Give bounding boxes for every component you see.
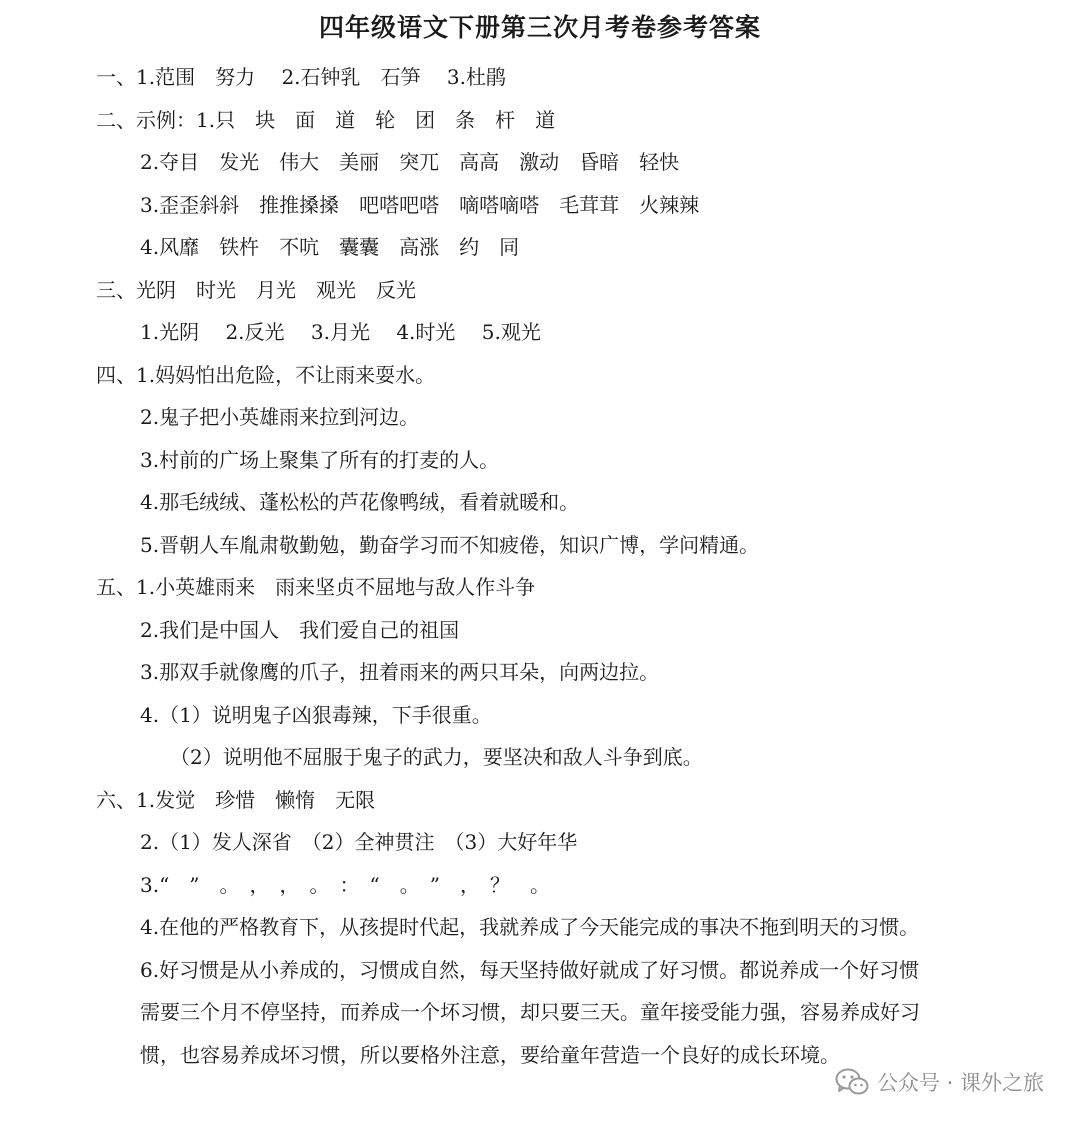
answer-line-14: 2.我们是中国人 我们爱自己的祖国 — [140, 618, 460, 642]
watermark-text: 公众号 · 课外之旅 — [876, 1071, 1044, 1095]
answer-line-3: 2.夺目 发光 伟大 美丽 突兀 高高 激动 昏暗 轻快 — [140, 150, 680, 174]
answer-line-7: 1.光阴 2.反光 3.月光 4.时光 5.观光 — [140, 320, 541, 344]
answer-line-1: 一、1.范围 努力 2.石钟乳 石笋 3.杜鹃 — [96, 65, 506, 89]
answer-line-8: 四、1.妈妈怕出危险，不让雨来耍水。 — [96, 363, 436, 387]
watermark — [835, 1064, 1044, 1100]
answer-line-23: 需要三个月不停坚持，而养成一个坏习惯，却只要三天。童年接受能力强，容易养成好习 — [140, 1000, 920, 1024]
answer-line-15: 3.那双手就像鹰的爪子，扭着雨来的两只耳朵，向两边拉。 — [140, 660, 660, 684]
answer-line-12: 5.晋朝人车胤肃敬勤勉，勤奋学习而不知疲倦，知识广博，学问精通。 — [140, 533, 760, 557]
answer-line-16: 4.（1）说明鬼子凶狠毒辣，下手很重。 — [140, 703, 492, 727]
answer-line-4: 3.歪歪斜斜 推推搡搡 吧嗒吧嗒 嘀嗒嘀嗒 毛茸茸 火辣辣 — [140, 193, 700, 217]
answer-line-18: 六、1.发觉 珍惜 懒惰 无限 — [96, 788, 376, 812]
answer-line-2: 二、示例：1.只 块 面 道 轮 团 条 杆 道 — [96, 108, 556, 132]
answer-line-20: 3.“ ” 。 ， ， 。 ： “ 。 ” ， ？ 。 — [140, 873, 550, 897]
answer-line-6: 三、光阴 时光 月光 观光 反光 — [96, 278, 416, 302]
answer-line-13: 五、1.小英雄雨来 雨来坚贞不屈地与敌人作斗争 — [96, 575, 536, 599]
answer-line-9: 2.鬼子把小英雄雨来拉到河边。 — [140, 405, 420, 429]
answer-line-10: 3.村前的广场上聚集了所有的打麦的人。 — [140, 448, 500, 472]
wechat-icon — [835, 1067, 869, 1097]
answer-line-24: 惯，也容易养成坏习惯，所以要格外注意，要给童年营造一个良好的成长环境。 — [140, 1043, 840, 1067]
answer-line-5: 4.风靡 铁杵 不吭 囊囊 高涨 约 同 — [140, 235, 520, 259]
page-title: 四年级语文下册第三次月考卷参考答案 — [318, 13, 761, 42]
answer-line-19: 2.（1）发人深省 （2）全神贯注 （3）大好年华 — [140, 830, 578, 854]
answer-line-21: 4.在他的严格教育下，从孩提时代起，我就养成了今天能完成的事决不拖到明天的习惯。 — [140, 915, 920, 939]
answer-line-11: 4.那毛绒绒、蓬松松的芦花像鸭绒，看着就暖和。 — [140, 490, 580, 514]
answer-line-22: 6.好习惯是从小养成的，习惯成自然，每天坚持做好就成了好习惯。都说养成一个好习惯 — [140, 958, 920, 982]
answer-line-17: （2）说明他不屈服于鬼子的武力，要坚决和敌人斗争到底。 — [170, 745, 703, 769]
